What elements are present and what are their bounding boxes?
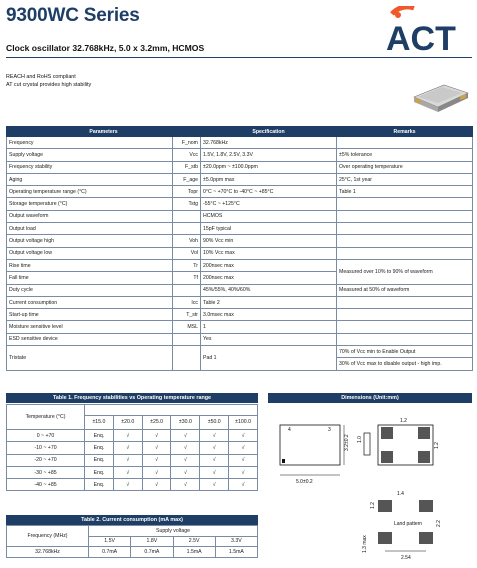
- symbol: Tr: [173, 259, 201, 271]
- header-divider: [6, 57, 472, 58]
- dimensions-title: Dimensions (Unit:mm): [268, 393, 472, 403]
- cell: √: [113, 430, 142, 442]
- param: Moisture sensitive level: [7, 321, 173, 333]
- cell: √: [229, 479, 258, 491]
- remark-tristate-disable: 30% of Vcc max to disable output - high imp.: [337, 358, 473, 370]
- dimensions-drawing: [268, 405, 472, 565]
- land-pad-height-label: 1.2: [370, 502, 376, 509]
- table2-title: Table 2. Current consumption (mA max): [6, 515, 258, 525]
- cell: √: [113, 454, 142, 466]
- spec-table: [6, 126, 473, 371]
- product-subtitle: Clock oscillator 32.768kHz, 5.0 x 3.2mm, HCMOS: [6, 43, 205, 53]
- col-header: ±30.0: [171, 415, 200, 429]
- height-label: 3.2±0.2: [344, 434, 350, 451]
- col-header: ±20.0: [113, 415, 142, 429]
- land-pad-width-label: 1.4: [397, 491, 404, 497]
- cell: √: [229, 442, 258, 454]
- cell: √: [200, 479, 229, 491]
- table-row: [7, 309, 473, 321]
- table-row: [7, 346, 473, 358]
- bottom-pad: [418, 451, 430, 463]
- pad3-label: 3: [328, 427, 331, 433]
- cell: √: [171, 479, 200, 491]
- note-atcut: AT cut crystal provides high stability: [6, 82, 92, 88]
- right-pad-height-label: 1.2: [434, 442, 440, 449]
- act-logo: [374, 6, 474, 54]
- cell: √: [142, 466, 171, 478]
- spec: ±5.0ppm max: [201, 173, 337, 185]
- table1-title: Table 1. Frequency stabilities vs Operating temperature range: [6, 393, 258, 403]
- table-row: [7, 223, 473, 235]
- table-row: [7, 198, 473, 210]
- remark: [337, 309, 473, 321]
- crystal-package-image: [410, 77, 470, 113]
- symbol: Vol: [173, 247, 201, 259]
- symbol: Tstg: [173, 198, 201, 210]
- temp-range: -10 ~ +70: [7, 442, 85, 454]
- symbol: Vcc: [173, 149, 201, 161]
- remark-tristate-enable: 70% of Vcc min to Enable Output: [337, 346, 473, 358]
- pad4-label: 4: [288, 427, 291, 433]
- cell: 1.5mA: [173, 547, 215, 558]
- spec: 0°C ~ +70°C to -40°C ~ +85°C: [201, 186, 337, 198]
- table-row: [7, 442, 258, 454]
- spec: 200nsec max: [201, 259, 337, 271]
- current-table: [6, 525, 258, 558]
- col-header: ±50.0: [200, 415, 229, 429]
- table-row: [7, 247, 473, 259]
- bottom-pad: [381, 427, 393, 439]
- logo-swoosh: [392, 7, 414, 14]
- spec: HCMOS: [201, 210, 337, 222]
- table-row: [7, 321, 473, 333]
- table-row: [7, 186, 473, 198]
- remark: [337, 296, 473, 308]
- table-row: [7, 333, 473, 345]
- spec: ±20.0ppm ~ ±100.0ppm: [201, 161, 337, 173]
- spec: 32.768kHz: [201, 137, 337, 149]
- logo-text: ACT: [386, 20, 456, 54]
- spec: -55°C ~ +125°C: [201, 198, 337, 210]
- table-row: [7, 547, 258, 558]
- thickness-label: 1.0: [357, 436, 363, 443]
- col-header: 2.5V: [173, 536, 215, 547]
- col-header: 3.3V: [215, 536, 257, 547]
- spec: Pad 1: [201, 346, 337, 371]
- note-reach: REACH and RoHS compliant: [6, 74, 76, 80]
- param: Rise time: [7, 259, 173, 271]
- frequency-value: 32.768kHz: [7, 547, 89, 558]
- cell: √: [113, 479, 142, 491]
- spec: 1: [201, 321, 337, 333]
- cell: √: [142, 442, 171, 454]
- remark: 25°C, 1st year: [337, 173, 473, 185]
- table-row: [7, 259, 473, 271]
- param: Tristate: [7, 346, 173, 371]
- param: Operating temperature range (°C): [7, 186, 173, 198]
- symbol: [173, 223, 201, 235]
- cell: √: [171, 466, 200, 478]
- spec: 3.0msec max: [201, 309, 337, 321]
- symbol: Icc: [173, 296, 201, 308]
- header-parameters: Parameters: [7, 127, 201, 137]
- spec: 90% Vcc min: [201, 235, 337, 247]
- spec: 45%/55%, 40%/60%: [201, 284, 337, 296]
- cell: √: [142, 479, 171, 491]
- symbol: T_str: [173, 309, 201, 321]
- table-row: [7, 161, 473, 173]
- table-row: [7, 454, 258, 466]
- temp-range: -30 ~ +85: [7, 466, 85, 478]
- col-header: ±25.0: [142, 415, 171, 429]
- cell: √: [171, 454, 200, 466]
- logo-dot: [395, 12, 401, 18]
- param: Supply voltage: [7, 149, 173, 161]
- table-row: [7, 284, 473, 296]
- table-row: [7, 479, 258, 491]
- table-row: [7, 137, 473, 149]
- remark: [337, 198, 473, 210]
- width-label: 5.0±0.2: [296, 479, 313, 485]
- top-pad-width-label: 1.2: [400, 418, 407, 424]
- param: Duty cycle: [7, 284, 173, 296]
- land-pattern-label: Land pattern: [394, 521, 423, 527]
- land-side-label: 1.3 max: [362, 535, 368, 553]
- spec: 200nsec max: [201, 272, 337, 284]
- cell: √: [171, 442, 200, 454]
- table-row: [7, 526, 258, 537]
- header-specification: Specification: [201, 127, 337, 137]
- symbol: [173, 346, 201, 371]
- temperature-header: Temperature (°C): [7, 405, 85, 430]
- table-row: [7, 430, 258, 442]
- cell: √: [142, 430, 171, 442]
- remark: Table 1: [337, 186, 473, 198]
- remark-rise-fall: Measured over 10% to 90% of waveform: [337, 259, 473, 284]
- cell: Enq.: [85, 479, 114, 491]
- table-row: [7, 210, 473, 222]
- spec: Yes: [201, 333, 337, 345]
- pitch-label: 2.54: [401, 555, 411, 561]
- cell: √: [229, 466, 258, 478]
- table-row: [7, 296, 473, 308]
- pin1-marker: [282, 459, 285, 463]
- remark: Measured at 50% of waveform: [337, 284, 473, 296]
- land-pad: [419, 500, 433, 512]
- param: Output waveform: [7, 210, 173, 222]
- cell: 1.5mA: [215, 547, 257, 558]
- symbol: MSL: [173, 321, 201, 333]
- cell: √: [200, 466, 229, 478]
- bottom-pad: [381, 451, 393, 463]
- param: Output voltage low: [7, 247, 173, 259]
- remark: [337, 333, 473, 345]
- param: Output voltage high: [7, 235, 173, 247]
- param: Frequency: [7, 137, 173, 149]
- symbol: [173, 333, 201, 345]
- param: Frequency stability: [7, 161, 173, 173]
- stability-table: [6, 404, 258, 491]
- land-pad: [419, 532, 433, 544]
- cell: √: [113, 466, 142, 478]
- col-header: 1.8V: [131, 536, 173, 547]
- symbol: F_age: [173, 173, 201, 185]
- spec-header-row: [7, 127, 473, 137]
- cell: √: [229, 454, 258, 466]
- table-row: [7, 235, 473, 247]
- symbol: [173, 284, 201, 296]
- cell: 0.7mA: [89, 547, 131, 558]
- stability-group-header: [85, 405, 258, 416]
- remark: [337, 321, 473, 333]
- cell: √: [200, 430, 229, 442]
- cell: √: [200, 454, 229, 466]
- temp-range: -20 ~ +70: [7, 454, 85, 466]
- spec: Table 2: [201, 296, 337, 308]
- remark: ±5% tolerance: [337, 149, 473, 161]
- param: ESD sensitive device: [7, 333, 173, 345]
- feature-notes: [6, 73, 91, 89]
- remark: [337, 137, 473, 149]
- frequency-header: Frequency (MHz): [7, 526, 89, 547]
- cell: Enq.: [85, 466, 114, 478]
- cell: 0.7mA: [131, 547, 173, 558]
- land-pad: [378, 532, 392, 544]
- header-remarks: Remarks: [337, 127, 473, 137]
- product-title: 9300WC Series: [6, 5, 140, 26]
- cell: Enq.: [85, 442, 114, 454]
- symbol: Voh: [173, 235, 201, 247]
- col-header: ±100.0: [229, 415, 258, 429]
- temp-range: -40 ~ +85: [7, 479, 85, 491]
- cell: √: [113, 442, 142, 454]
- cell: √: [142, 454, 171, 466]
- col-header: ±15.0: [85, 415, 114, 429]
- cell: √: [229, 430, 258, 442]
- table-row: [7, 149, 473, 161]
- side-view: [364, 433, 370, 455]
- param: Aging: [7, 173, 173, 185]
- remark: [337, 235, 473, 247]
- spec: 1.5V, 1.8V, 2.5V, 3.3V: [201, 149, 337, 161]
- land-total-height-label: 2.2: [436, 520, 442, 527]
- symbol: [173, 210, 201, 222]
- spec: 10% Vcc max: [201, 247, 337, 259]
- spec: 15pF typical: [201, 223, 337, 235]
- param: Current consumption: [7, 296, 173, 308]
- symbol: Topr: [173, 186, 201, 198]
- remark: [337, 247, 473, 259]
- remark: [337, 210, 473, 222]
- symbol: Tf: [173, 272, 201, 284]
- cell: Enq.: [85, 430, 114, 442]
- param: Start-up time: [7, 309, 173, 321]
- cell: √: [200, 442, 229, 454]
- symbol: F_nom: [173, 137, 201, 149]
- temp-range: 0 ~ +70: [7, 430, 85, 442]
- table-row: [7, 405, 258, 416]
- bottom-pad: [418, 427, 430, 439]
- symbol: F_stb: [173, 161, 201, 173]
- param: Fall time: [7, 272, 173, 284]
- cell: √: [171, 430, 200, 442]
- col-header: 1.5V: [89, 536, 131, 547]
- table-row: [7, 173, 473, 185]
- land-pad: [378, 500, 392, 512]
- param: Storage temperature (°C): [7, 198, 173, 210]
- cell: Enq.: [85, 454, 114, 466]
- param: Output load: [7, 223, 173, 235]
- remark: [337, 223, 473, 235]
- remark: Over operating temperature: [337, 161, 473, 173]
- supply-voltage-header: Supply voltage: [89, 526, 258, 537]
- table-row: [7, 466, 258, 478]
